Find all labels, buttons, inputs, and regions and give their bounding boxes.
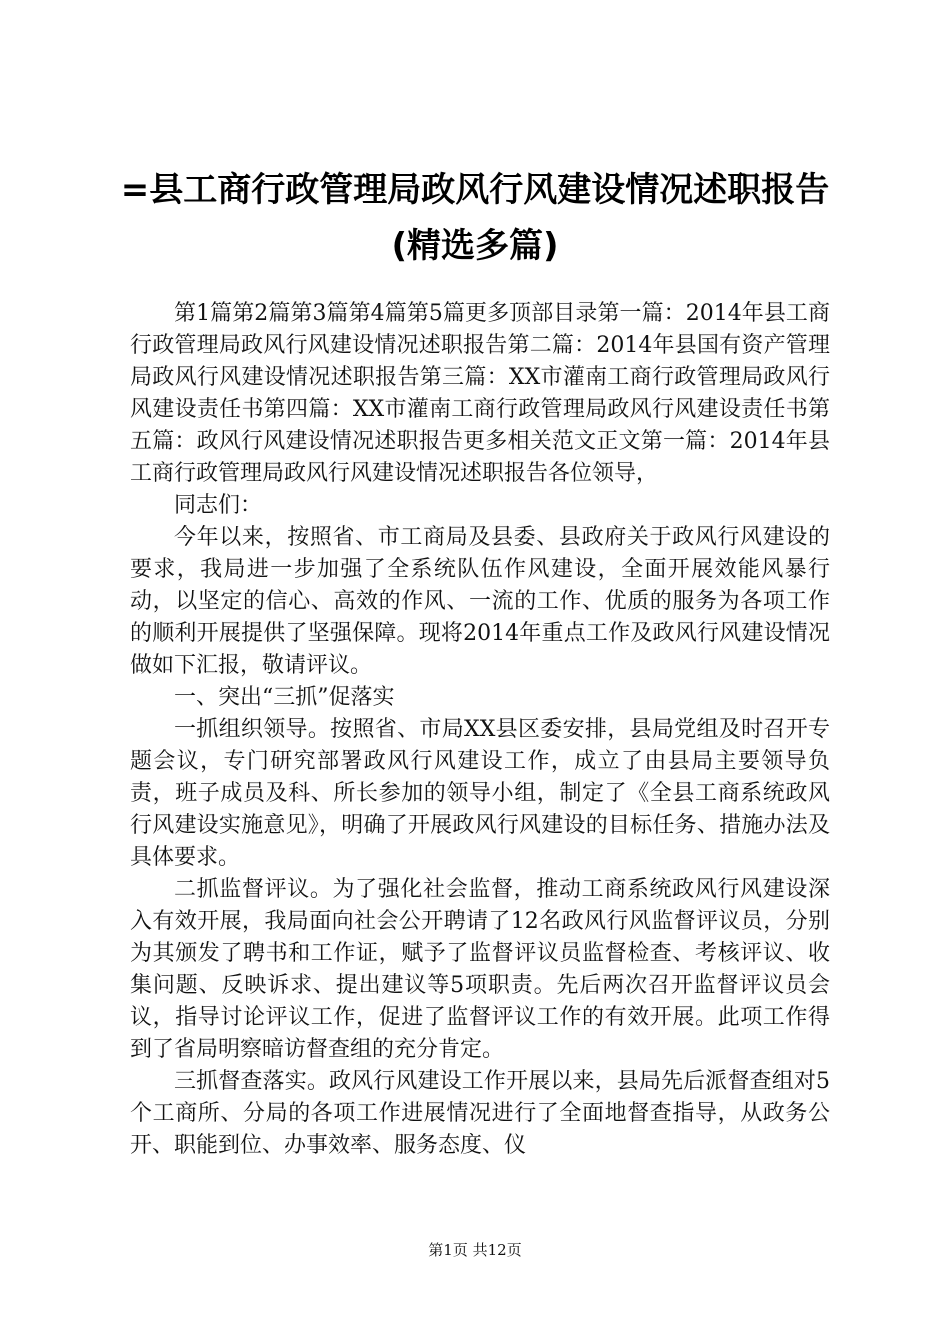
paragraph-supervision: 二抓监督评议。为了强化社会监督，推动工商系统政风行风建设深入有效开展，我局面向社会公开聘请了12名政风行风监督评议员，分别为其颁发了聘书和工作证，赋予了监督评议员监督检查、考核评议、收集问题、反映诉求、提出建议等5项职责。先后两次召开监督评议员会议，指导讨论评议工作，促进了监督评议工作的有效开展。此项工作得到了省局明察暗访督查组的充分肯定。 bbox=[130, 877, 830, 1062]
section-heading: 一、突出“三抓”促落实 bbox=[174, 685, 395, 710]
paragraph-organization: 一抓组织领导。按照省、市局XX县区委安排，县局党组及时召开专题会议，专门研究部署政风行风建设工作，成立了由县局主要领导负责，班子成员及科、所长参加的领导小组，制定了《全县工商系统政风行风建设实施意见》，明确了开展政风行风建设的目标任务、措施办法及具体要求。 bbox=[130, 717, 830, 870]
paragraph-salutation: 同志们： bbox=[174, 493, 263, 518]
paragraph-inspection: 三抓督查落实。政风行风建设工作开展以来，县局先后派督查组对5个工商所、分局的各项工作进展情况进行了全面地督查指导，从政务公开、职能到位、办事效率、服务态度、仪 bbox=[130, 1069, 830, 1158]
paragraph-intro: 今年以来，按照省、市工商局及县委、县政府关于政风行风建设的要求，我局进一步加强了全系统队伍作风建设，全面开展效能风暴行动，以坚定的信心、高效的作风、一流的工作、优质的服务为各项工作的顺利开展提供了坚强保障。现将2014年重点工作及政风行风建设情况做如下汇报，敬请评议。 bbox=[130, 525, 830, 678]
page-footer: 第1页 共12页 bbox=[428, 1241, 522, 1259]
document-title: =县工商行政管理局政风行风建设情况述职报告(精选多篇) bbox=[120, 170, 830, 266]
paragraph-toc: 第1篇第2篇第3篇第4篇第5篇更多顶部目录第一篇：2014年县工商行政管理局政风行风建设情况述职报告第二篇：2014年县国有资产管理局政风行风建设情况述职报告第三篇：XX市灌南工商行政管理局政风行风建设责任书第四篇：XX市灌南工商行政管理局政风行风建设责任书第五篇：政风行风建设情况述职报告更多相关范文正文第一篇：2014年县工商行政管理局政风行风建设情况述职报告各位领导， bbox=[130, 301, 830, 486]
document-body bbox=[130, 298, 830, 1162]
